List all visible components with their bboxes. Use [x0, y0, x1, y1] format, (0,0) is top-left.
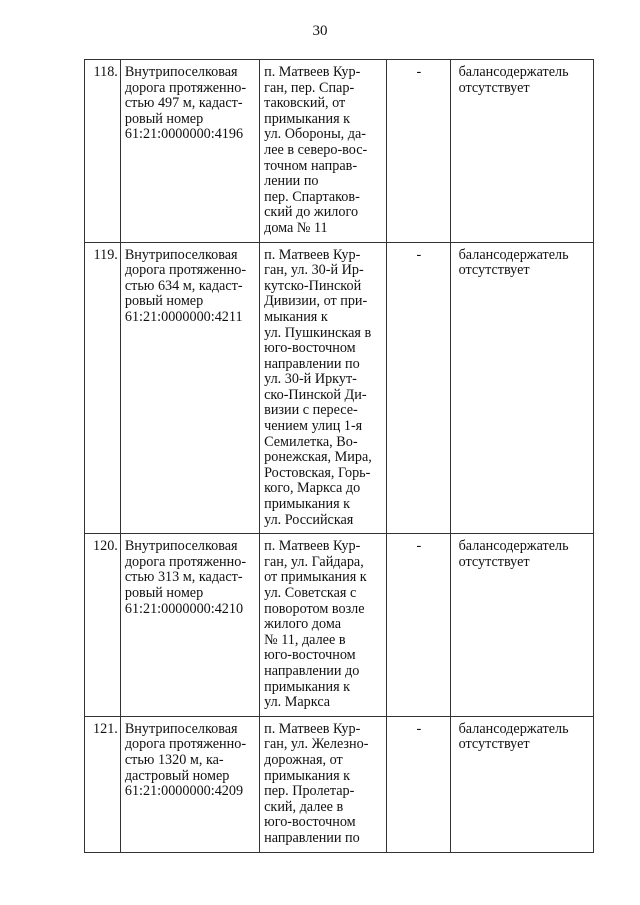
road-location: п. Матвеев Кур- ган, ул. Железно- дорожная, от примыкания к пер. Пролетар- ский, далее в юго-восточном направлении по — [260, 716, 387, 852]
balance-holder: балансодержатель отсутствует — [450, 716, 593, 852]
row-number: 118. — [85, 60, 121, 243]
table-row — [85, 534, 594, 717]
road-location: п. Матвеев Кур- ган, пер. Спар- таковский, от примыкания к ул. Обороны, да- лее в северо-вос- точном направ- лении по пер. Спартаков- ский до жилого дома № 11 — [260, 60, 387, 243]
road-description: Внутрипоселковая дорога протяженно- стью 497 м, кадаст- ровый номер 61:21:0000000:4196 — [120, 60, 259, 243]
table-row — [85, 716, 594, 852]
page-number: 30 — [312, 23, 328, 39]
road-description: Внутрипоселковая дорога протяженно- стью 313 м, кадаст- ровый номер 61:21:0000000:4210 — [120, 534, 259, 717]
road-description: Внутрипоселковая дорога протяженно- стью 1320 м, ка- дастровый номер 61:21:0000000:4209 — [120, 716, 259, 852]
row-number: 121. — [85, 716, 121, 852]
balance-holder: балансодержатель отсутствует — [450, 60, 593, 243]
table-row — [85, 242, 594, 534]
empty-value-dash: - — [387, 716, 450, 852]
empty-value-dash: - — [387, 60, 450, 243]
roads-registry-table — [84, 59, 594, 853]
balance-holder: балансодержатель отсутствует — [450, 534, 593, 717]
balance-holder: балансодержатель отсутствует — [450, 242, 593, 534]
row-number: 119. — [85, 242, 121, 534]
row-number: 120. — [85, 534, 121, 717]
road-location: п. Матвеев Кур- ган, ул. Гайдара, от примыкания к ул. Советская с поворотом возле жилого дома № 11, далее в юго-восточном направлении до примыкания к ул. Маркса — [260, 534, 387, 717]
road-description: Внутрипоселковая дорога протяженно- стью 634 м, кадаст- ровый номер 61:21:0000000:4211 — [120, 242, 259, 534]
empty-value-dash: - — [387, 534, 450, 717]
table-row — [85, 60, 594, 243]
road-location: п. Матвеев Кур- ган, ул. 30-й Ир- кутско-Пинской Дивизии, от при- мыкания к ул. Пушкинская в юго-восточном направлении по ул. 30-й Иркут- ско-Пинской Ди- визии с пересе- чением улиц 1-я Семилетка, Во- ронежская, Мира, Ростовская, Горь- кого, Маркса до примыкания к ул. Российская — [260, 242, 387, 534]
empty-value-dash: - — [387, 242, 450, 534]
